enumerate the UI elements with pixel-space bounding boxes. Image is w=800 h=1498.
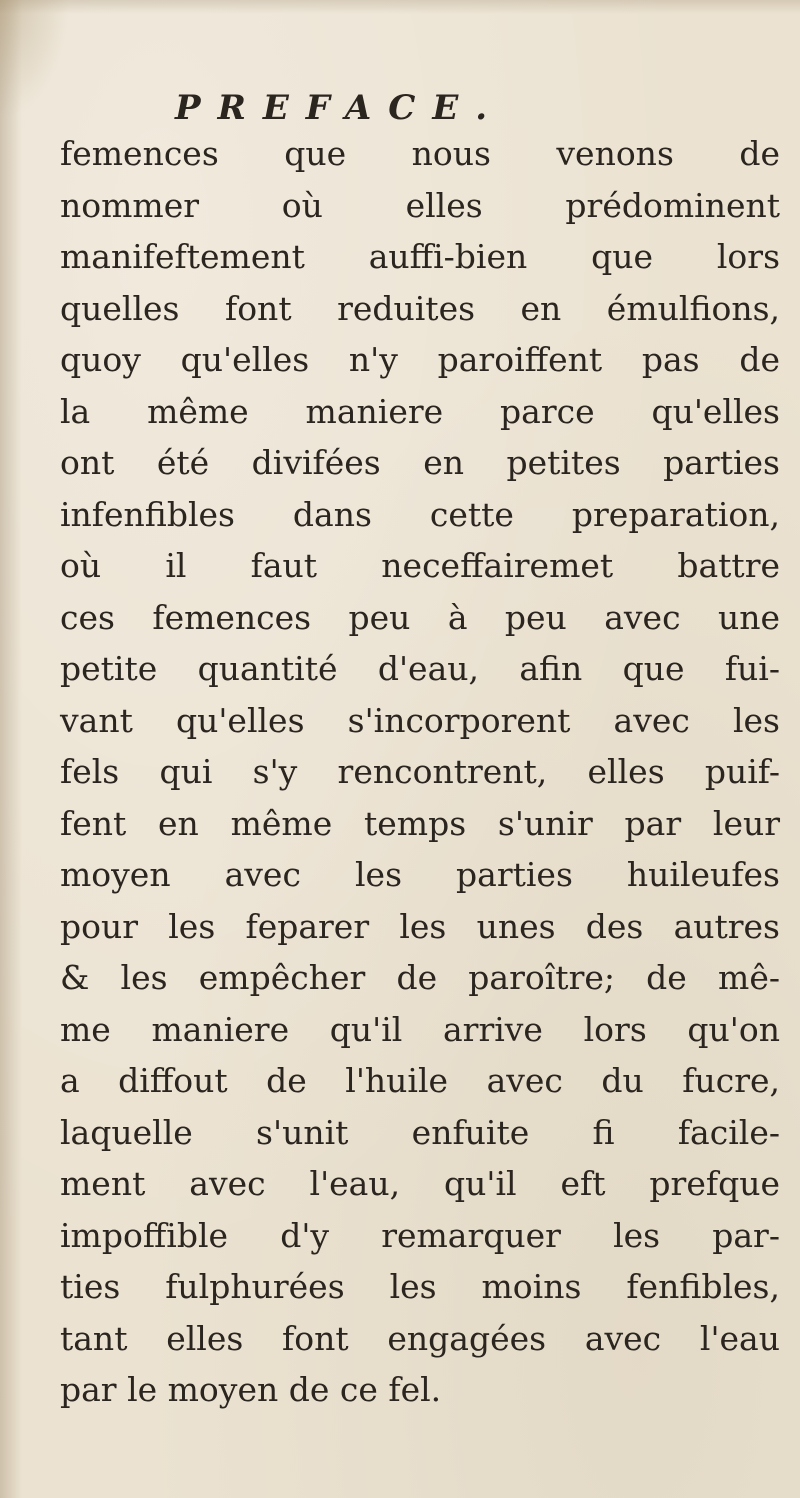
text-line: moyen avec les parties huileufes (60, 855, 780, 894)
text-line: petite quantité d'eau, afin que fui- (60, 649, 780, 688)
text-line: manifeftement auffi-bien que lors (60, 237, 780, 276)
text-line: femences que nous venons de (60, 134, 780, 173)
text-line: quoy qu'elles n'y paroiffent pas de (60, 340, 780, 379)
text-line: pour les feparer les unes des autres (60, 906, 780, 946)
body-text (60, 128, 780, 1416)
text-line: laquelle s'unit enfuite fi facile- (60, 1112, 780, 1152)
text-line: vant qu'elles s'incorporent avec les (60, 700, 780, 740)
text-line: ties fulphurées les moins fenfibles, (60, 1267, 780, 1306)
text-line: ont été divifées en petites parties (60, 443, 780, 482)
page-top-shadow (0, 0, 800, 14)
text-line: & les empêcher de paroître; de mê- (60, 958, 780, 997)
text-line: fels qui s'y rencontrent, elles puif- (60, 752, 780, 791)
text-line: où il faut neceffairemet battre (60, 546, 780, 585)
text-line: nommer où elles prédominent (60, 185, 780, 225)
text-line: infenfibles dans cette preparation, (60, 494, 780, 534)
text-line: la même maniere parce qu'elles (60, 391, 780, 431)
text-line: me maniere qu'il arrive lors qu'on (60, 1009, 780, 1049)
text-line: ment avec l'eau, qu'il eft prefque (60, 1164, 780, 1203)
text-line: impoffible d'y remarquer les par- (60, 1215, 780, 1255)
text-line: quelles font reduites en émulfions, (60, 288, 780, 328)
corner-stain (0, 0, 70, 120)
text-line: ces femences peu à peu avec une (60, 597, 780, 637)
text-line: fent en même temps s'unir par leur (60, 803, 780, 843)
page-edge-shadow (0, 0, 22, 1498)
text-line: par le moyen de ce fel. (60, 1370, 442, 1409)
running-head: PREFACE. (175, 88, 505, 128)
text-line: a diffout de l'huile avec du fucre, (60, 1061, 780, 1100)
text-line: tant elles font engagées avec l'eau (60, 1318, 780, 1358)
